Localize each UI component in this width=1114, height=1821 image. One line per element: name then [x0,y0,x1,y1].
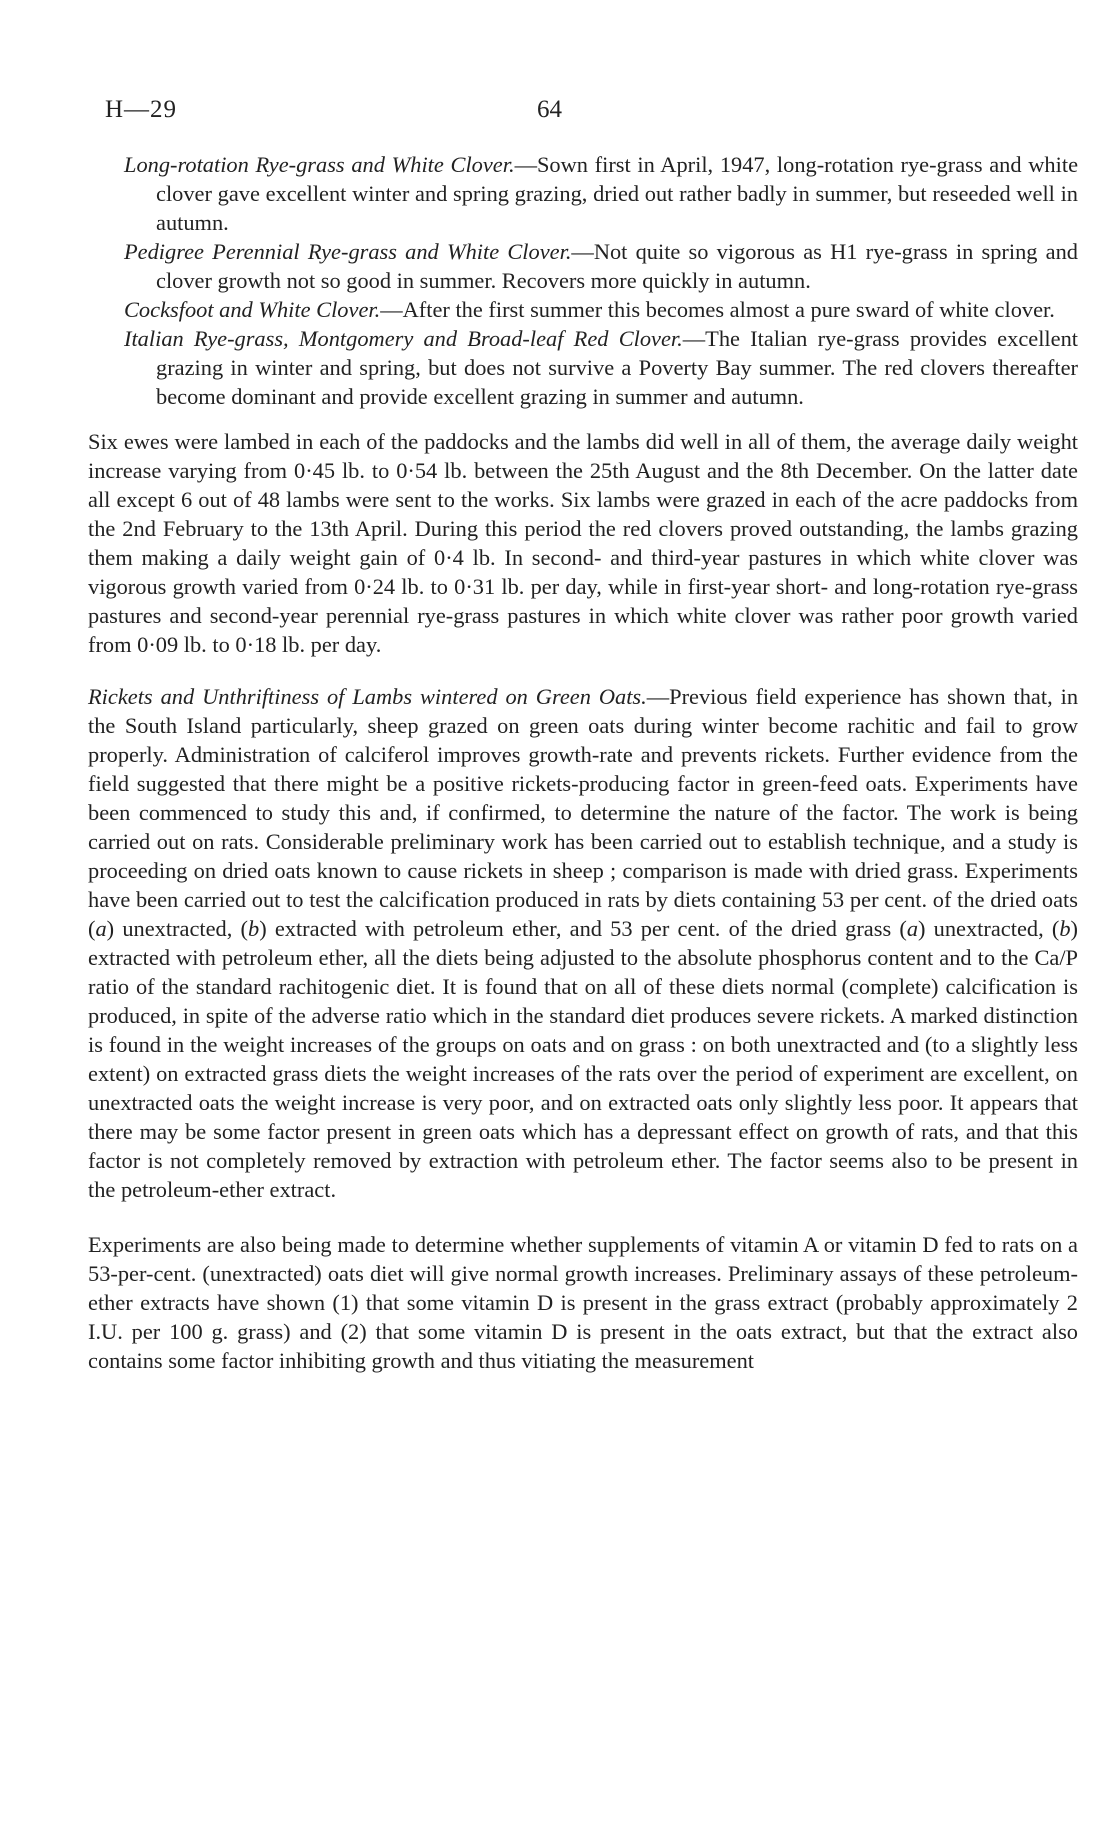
paragraph-vitamin-experiments [88,1230,1078,1375]
entry-title: Cocksfoot and White Clover. [124,297,381,322]
report-reference: H—29 [105,96,178,123]
paragraph-text: Experiments are also being made to determine whether supplements of vitamin A or vitamin D fed to rats on a 53-per-cent. (unextracted) oats diet will give normal growth increases. Preliminary assays of these petroleum-ether extracts have shown (1) that some vitamin D is present in the grass extract (probably approximately 2 I.U. per 100 g. grass) and (2) that some vitamin D is present in the oats extract, but that the extract also contains some factor inhibiting growth and thus vitiating the measurement [88,1232,1078,1373]
pasture-entry [124,324,1078,411]
paragraph-text: Six ewes were lambed in each of the paddocks and the lambs did well in all of them, the average daily weight increase varying from 0·45 lb. to 0·54 lb. between the 25th August and the 8th December. On the latter date all except 6 out of 48 lambs were sent to the works. Six lambs were grazed in each of the acre paddocks from the 2nd February to the 13th April. During this period the red clovers proved outstanding, the lambs grazing them making a daily weight gain of 0·4 lb. In second- and third-year pastures in which white clover was vigorous growth varied from 0·24 lb. to 0·31 lb. per day, while in first-year short- and long-rotation rye-grass pastures and second-year perennial rye-grass pastures in which white clover was rather poor growth varied from 0·09 lb. to 0·18 lb. per day. [88,429,1078,657]
pasture-entry [124,295,1078,324]
page-header [105,92,985,128]
entry-text: —The Italian rye-grass provides excellent grazing in winter and spring, but does not survive a Poverty Bay summer. The red clovers thereafter become dominant and provide excellent grazing in summer and autumn. [156,326,1078,409]
entry-text: —After the first summer this becomes almost a pure sward of white clover. [380,297,1055,322]
section-title-rickets: Rickets and Unthriftiness of Lambs wintered on Green Oats. [88,684,647,709]
entry-text: —Sown first in April, 1947, long-rotation rye-grass and white clover gave excellent winter and spring grazing, dried out rather badly in summer, but reseeded well in autumn. [156,152,1079,235]
pasture-entry [124,150,1078,237]
entry-title: Pedigree Perennial Rye-grass and White Clover. [124,239,572,264]
entry-text: —Not quite so vigorous as H1 rye-grass in spring and clover growth not so good in summer. Recovers more quickly in autumn. [156,239,1078,293]
body-text [88,150,1078,1375]
pasture-entry [124,237,1078,295]
page-number: 64 [537,96,562,123]
entry-title: Long-rotation Rye-grass and White Clover. [124,152,515,177]
entry-title: Italian Rye-grass, Montgomery and Broad-leaf Red Clover. [124,326,683,351]
paragraph-rickets: Rickets and Unthriftiness of Lambs wintered on Green Oats.—Previous field experience has shown that, in the South Island particularly, sheep grazed on green oats during winter become rachitic and fail to grow properly. Administration of calciferol improves growth-rate and prevents rickets. Further evidence from the field suggested that there might be a positive rickets-producing factor in green-feed oats. Experiments have been commenced to study this and, if confirmed, to determine the nature of the factor. The work is being carried out on rats. Considerable preliminary work has been carried out to establish technique, and a study is proceeding on dried oats known to cause rickets in sheep ; comparison is made with dried grass. Experiments have been carried out to test the calcification produced in rats by diets containing 53 per cent. of the dried oats (a) unextracted, (b) extracted with petroleum ether, and 53 per cent. of the dried grass (a) unextracted, (b) extracted with petroleum ether, all the diets being adjusted to the absolute phosphorus content and to the Ca/P ratio of the standard rachitogenic diet. It is found that on all of these diets normal (complete) calcification is produced, in spite of the adverse ratio which in the standard diet produces severe rickets. A marked distinction is found in the weight increases of the groups on oats and on grass : on both unextracted and (to a slightly less extent) on extracted grass diets the weight increases of the rats over the period of experiment are excellent, on unextracted oats the weight increase is very poor, and on extracted oats only slightly less poor. It appears that there may be some factor present in green oats which has a depressant effect on growth of rats, and that this factor is not completely removed by extraction with petroleum ether. The factor seems also to be present in the petroleum-ether extract. [88,684,1079,1202]
paragraph-lamb-growth [88,427,1078,659]
